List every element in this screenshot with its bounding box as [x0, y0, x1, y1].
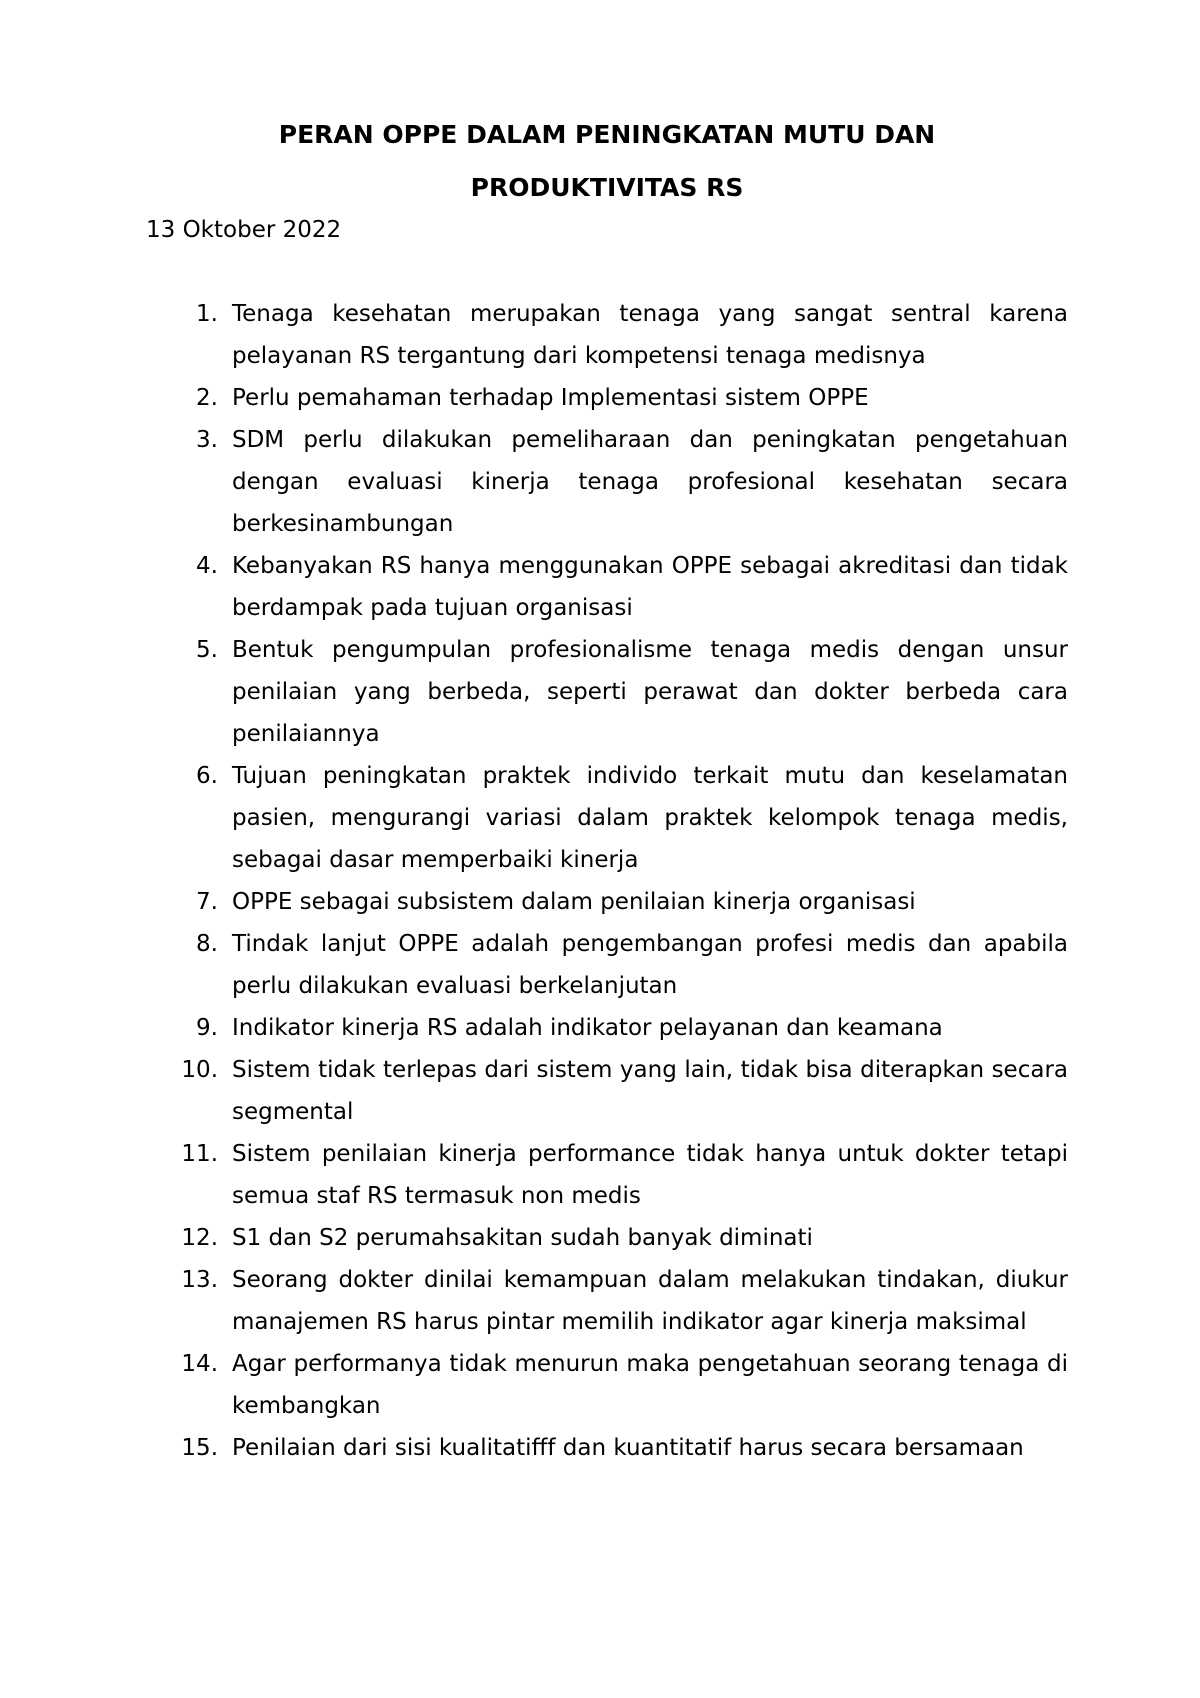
list-item-text: SDM perlu dilakukan pemeliharaan dan peningkatan pengetahuan dengan evaluasi kinerja tenaga profesional kesehatan secara berkesinambungan — [232, 427, 1068, 537]
numbered-list — [146, 293, 1068, 1469]
list-item-text: Sistem tidak terlepas dari sistem yang lain, tidak bisa diterapkan secara segmental — [232, 1057, 1068, 1125]
list-item-text: S1 dan S2 perumahsakitan sudah banyak diminati — [232, 1225, 813, 1251]
list-item-number: 12. — [181, 1225, 218, 1251]
list-item-number: 7. — [196, 889, 218, 915]
list-item-text: Tujuan peningkatan praktek individo terkait mutu dan keselamatan pasien, mengurangi variasi dalam praktek kelompok tenaga medis, sebagai dasar memperbaiki kinerja — [232, 763, 1068, 873]
list-item-number: 11. — [181, 1141, 218, 1167]
list-item — [146, 293, 1068, 377]
title-line-2: PRODUKTIVITAS RS — [470, 173, 744, 202]
list-item-text: Sistem penilaian kinerja performance tidak hanya untuk dokter tetapi semua staf RS termasuk non medis — [232, 1141, 1068, 1209]
list-item-text: Perlu pemahaman terhadap Implementasi sistem OPPE — [232, 385, 869, 411]
list-item — [146, 1007, 1068, 1049]
list-item-text: Indikator kinerja RS adalah indikator pelayanan dan keamana — [232, 1015, 943, 1041]
list-item-text: OPPE sebagai subsistem dalam penilaian kinerja organisasi — [232, 889, 916, 915]
list-item-text: Seorang dokter dinilai kemampuan dalam melakukan tindakan, diukur manajemen RS harus pintar memilih indikator agar kinerja maksimal — [232, 1267, 1068, 1335]
list-item — [146, 1217, 1068, 1259]
list-item-number: 9. — [196, 1015, 218, 1041]
title-line-1: PERAN OPPE DALAM PENINGKATAN MUTU DAN — [278, 120, 936, 149]
list-item-number: 15. — [181, 1435, 218, 1461]
document-title — [146, 108, 1068, 214]
list-item-number: 10. — [181, 1057, 218, 1083]
list-item-text: Kebanyakan RS hanya menggunakan OPPE sebagai akreditasi dan tidak berdampak pada tujuan organisasi — [232, 553, 1068, 621]
list-item — [146, 629, 1068, 755]
list-item — [146, 1427, 1068, 1469]
list-item-text: Penilaian dari sisi kualitatifff dan kuantitatif harus secara bersamaan — [232, 1435, 1024, 1461]
list-item — [146, 1343, 1068, 1427]
list-item — [146, 881, 1068, 923]
list-item — [146, 1133, 1068, 1217]
list-item-number: 8. — [196, 931, 218, 957]
list-item-number: 4. — [196, 553, 218, 579]
list-item — [146, 545, 1068, 629]
list-item-number: 1. — [196, 301, 218, 327]
list-item-number: 14. — [181, 1351, 218, 1377]
list-item-number: 2. — [196, 385, 218, 411]
list-item-text: Tindak lanjut OPPE adalah pengembangan profesi medis dan apabila perlu dilakukan evaluasi berkelanjutan — [232, 931, 1068, 999]
list-item — [146, 755, 1068, 881]
list-item-number: 13. — [181, 1267, 218, 1293]
list-item — [146, 419, 1068, 545]
list-item-text: Agar performanya tidak menurun maka pengetahuan seorang tenaga di kembangkan — [232, 1351, 1068, 1419]
document-date: 13 Oktober 2022 — [146, 217, 342, 243]
list-item — [146, 1049, 1068, 1133]
list-item — [146, 923, 1068, 1007]
list-item-number: 5. — [196, 637, 218, 663]
list-item-text: Bentuk pengumpulan profesionalisme tenaga medis dengan unsur penilaian yang berbeda, seperti perawat dan dokter berbeda cara penilaiannya — [232, 637, 1068, 747]
list-item-text: Tenaga kesehatan merupakan tenaga yang sangat sentral karena pelayanan RS tergantung dari kompetensi tenaga medisnya — [232, 301, 1068, 369]
list-item-number: 3. — [196, 427, 218, 453]
list-item — [146, 1259, 1068, 1343]
list-item-number: 6. — [196, 763, 218, 789]
list-item — [146, 377, 1068, 419]
